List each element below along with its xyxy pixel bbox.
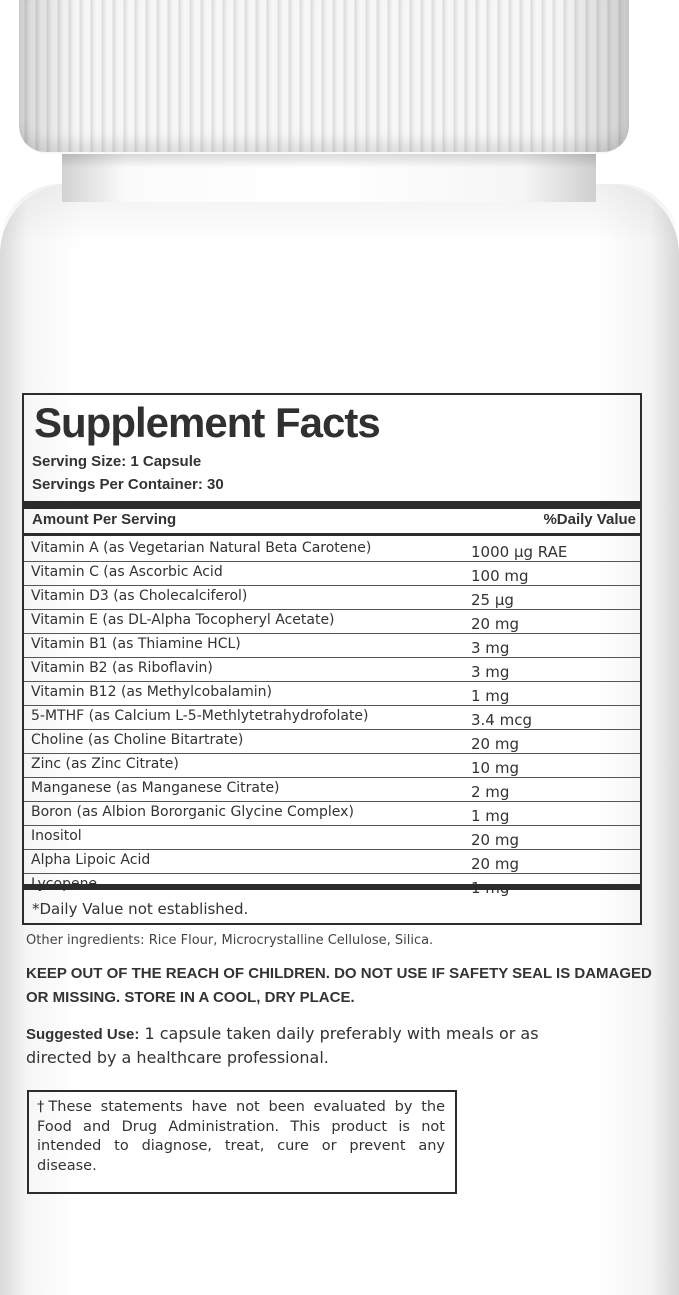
nutrient-name: Vitamin E (as DL-Alpha Tocopheryl Acetate) <box>31 612 335 628</box>
nutrient-name: Vitamin A (as Vegetarian Natural Beta Carotene) <box>31 540 372 556</box>
nutrient-amount: 25 µg <box>471 591 514 609</box>
nutrient-row <box>24 754 640 778</box>
nutrient-name: Vitamin B2 (as Riboflavin) <box>31 660 213 676</box>
safety-warning: KEEP OUT OF THE REACH OF CHILDREN. DO NOT USE IF SAFETY SEAL IS DAMAGED OR MISSING. STORE IN A COOL, DRY PLACE. <box>26 965 652 1006</box>
nutrient-amount: 2 mg <box>471 783 510 801</box>
thick-divider-top <box>24 501 640 509</box>
nutrient-row <box>24 802 640 826</box>
serving-size: Serving Size: 1 Capsule <box>32 453 202 470</box>
nutrient-row <box>24 562 640 586</box>
nutrient-name: Inositol <box>31 828 82 844</box>
nutrient-amount: 3 mg <box>471 663 510 681</box>
nutrient-row <box>24 586 640 610</box>
nutrient-name: Alpha Lipoic Acid <box>31 852 151 868</box>
nutrient-amount: 100 mg <box>471 567 529 585</box>
nutrient-name: Vitamin B12 (as Methylcobalamin) <box>31 684 273 700</box>
daily-value-header: %Daily Value <box>543 511 636 528</box>
other-ingredients: Other ingredients: Rice Flour, Microcrystalline Cellulose, Silica. <box>26 933 434 948</box>
nutrient-row <box>24 610 640 634</box>
nutrient-amount: 20 mg <box>471 615 519 633</box>
nutrient-name: Boron (as Albion Bororganic Glycine Complex) <box>31 804 354 820</box>
nutrient-name: Zinc (as Zinc Citrate) <box>31 756 179 772</box>
suggested-use <box>26 1022 586 1069</box>
thick-divider-bottom <box>24 884 640 890</box>
nutrient-table <box>24 538 640 897</box>
nutrient-name: Manganese (as Manganese Citrate) <box>31 780 280 796</box>
facts-title: Supplement Facts <box>34 399 380 446</box>
nutrient-row <box>24 706 640 730</box>
servings-per-container: Servings Per Container: 30 <box>32 476 224 493</box>
nutrient-amount: 20 mg <box>471 855 519 873</box>
nutrient-name: Vitamin D3 (as Cholecalciferol) <box>31 588 248 604</box>
nutrient-amount: 10 mg <box>471 759 519 777</box>
header-divider <box>24 533 640 536</box>
nutrient-name: Choline (as Choline Bitartrate) <box>31 732 244 748</box>
nutrient-name: 5-MTHF (as Calcium L-5-Methlytetrahydrofolate) <box>31 708 369 724</box>
suggested-use-label: Suggested Use: <box>26 1026 140 1043</box>
supplement-facts-panel <box>22 393 642 925</box>
daily-value-footnote: *Daily Value not established. <box>32 900 249 918</box>
nutrient-amount: 1 mg <box>471 807 510 825</box>
nutrient-row <box>24 778 640 802</box>
amount-per-serving-header: Amount Per Serving <box>32 511 177 528</box>
nutrient-amount: 1 mg <box>471 687 510 705</box>
suggested-use-text: 1 capsule taken daily preferably with meals or as directed by a healthcare professional. <box>26 1024 539 1067</box>
nutrient-row <box>24 634 640 658</box>
nutrient-row <box>24 826 640 850</box>
fda-disclaimer: †These statements have not been evaluated by the Food and Drug Administration. This product is not intended to diagnose, treat, cure or prevent any disease. <box>27 1090 457 1194</box>
nutrient-row <box>24 850 640 874</box>
nutrient-row <box>24 658 640 682</box>
nutrient-row <box>24 730 640 754</box>
nutrient-row <box>24 538 640 562</box>
nutrient-amount: 3.4 mcg <box>471 711 533 729</box>
nutrient-amount: 1000 µg RAE <box>471 543 568 561</box>
bottle-cap <box>19 0 629 152</box>
nutrient-amount: 20 mg <box>471 735 519 753</box>
nutrient-row <box>24 682 640 706</box>
nutrient-name: Vitamin B1 (as Thiamine HCL) <box>31 636 241 652</box>
bottle-neck-shadow <box>62 152 596 168</box>
nutrient-amount: 20 mg <box>471 831 519 849</box>
nutrient-name: Vitamin C (as Ascorbic Acid <box>31 564 223 580</box>
nutrient-amount: 3 mg <box>471 639 510 657</box>
